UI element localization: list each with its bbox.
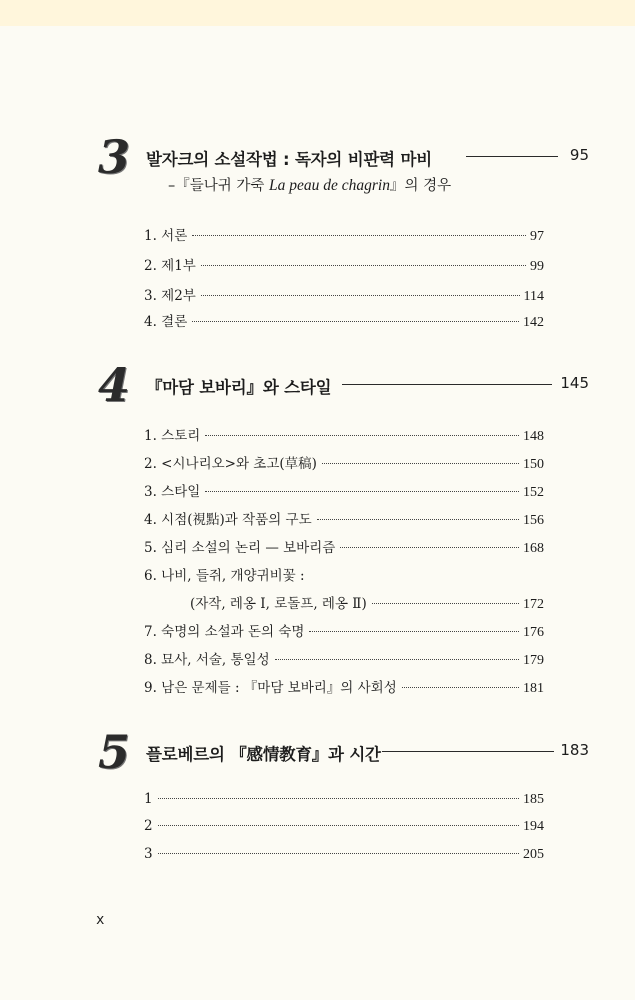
entry-label: 3 — [144, 846, 153, 862]
dot-leader — [372, 603, 519, 604]
entry-label: 8. 묘사, 서술, 통일성 — [144, 652, 270, 668]
subtitle-suffix: 』의 경우 — [390, 178, 452, 194]
dot-leader — [309, 631, 519, 632]
entry-page: 205 — [523, 847, 544, 862]
toc-entry[interactable] — [144, 676, 544, 696]
entry-label: 4. 시점(視點)과 작품의 구도 — [144, 512, 312, 528]
entry-page: 179 — [523, 653, 544, 668]
entry-page: 148 — [523, 429, 544, 444]
entry-label: (자작, 레옹 Ⅰ, 로돌프, 레옹 Ⅱ) — [190, 596, 367, 612]
toc-entry[interactable] — [144, 508, 544, 528]
chapter-number: 4 — [98, 358, 131, 412]
dot-leader — [201, 295, 520, 296]
toc-entry[interactable] — [144, 224, 544, 244]
entry-page: 176 — [523, 625, 544, 640]
page-folio: x — [96, 912, 105, 928]
entry-page: 172 — [523, 597, 544, 612]
entry-page: 142 — [523, 315, 544, 330]
dot-leader — [205, 435, 519, 436]
dot-leader — [158, 798, 519, 799]
toc-entry[interactable] — [190, 592, 544, 612]
entry-page: 114 — [523, 289, 544, 304]
chapter-page[interactable]: 95 — [569, 146, 589, 164]
chapter-page[interactable]: 183 — [560, 741, 589, 759]
chapter-title[interactable]: 발자크의 소설작법 : 독자의 비판력 마비 — [146, 150, 432, 169]
entry-page: 194 — [523, 819, 544, 834]
dot-leader — [322, 463, 519, 464]
dot-leader — [205, 491, 519, 492]
toc-entry[interactable] — [144, 254, 544, 274]
dot-leader — [158, 853, 519, 854]
leader-rule — [382, 751, 554, 752]
toc-entry[interactable] — [144, 284, 544, 304]
dot-leader — [402, 687, 519, 688]
entry-page: 156 — [523, 513, 544, 528]
entry-label: 5. 심리 소설의 논리 — 보바리즘 — [144, 540, 336, 556]
chapter-title[interactable]: 『마담 보바리』와 스타일 — [146, 378, 332, 397]
dot-leader — [275, 659, 519, 660]
toc-entry[interactable] — [144, 424, 544, 444]
entry-label: 1. 서론 — [144, 228, 188, 244]
dot-leader — [340, 547, 519, 548]
top-margin-band — [0, 0, 635, 26]
chapter-number: 3 — [98, 130, 131, 184]
chapter-title[interactable]: 플로베르의 『感情教育』과 시간 — [146, 745, 381, 764]
chapter-4 — [0, 358, 635, 412]
entry-label: 1. 스토리 — [144, 428, 201, 444]
toc-entry[interactable] — [144, 846, 544, 866]
toc-entry[interactable] — [144, 480, 544, 500]
entry-page: 99 — [530, 259, 544, 274]
toc-entry[interactable] — [144, 620, 544, 640]
entry-label: 2 — [144, 818, 153, 834]
entry-label: 6. 나비, 들쥐, 개양귀비꽃 : — [144, 568, 305, 584]
toc-entry[interactable] — [144, 791, 544, 811]
entry-label: 9. 남은 문제들 : 『마담 보바리』의 사회성 — [144, 680, 397, 696]
entry-page: 97 — [530, 229, 544, 244]
entry-page: 150 — [523, 457, 544, 472]
dot-leader — [317, 519, 519, 520]
toc-entry[interactable] — [144, 452, 544, 472]
entry-label: 4. 결론 — [144, 314, 188, 330]
dot-leader — [201, 265, 526, 266]
dot-leader — [158, 825, 519, 826]
toc-entry — [144, 564, 544, 584]
toc-entry[interactable] — [144, 536, 544, 556]
entry-page: 181 — [523, 681, 544, 696]
toc-entry[interactable] — [144, 648, 544, 668]
subtitle-prefix: –『들나귀 가죽 — [168, 178, 270, 194]
subtitle-italic-title: La peau de chagrin — [269, 177, 390, 194]
entry-label: 2. 제1부 — [144, 258, 196, 274]
chapter-heading — [0, 725, 635, 779]
chapter-heading — [0, 358, 635, 412]
chapter-subtitle — [168, 174, 451, 195]
entry-label: 7. 숙명의 소설과 돈의 숙명 — [144, 624, 305, 640]
entry-page: 152 — [523, 485, 544, 500]
dot-leader — [192, 235, 526, 236]
chapter-page[interactable]: 145 — [560, 374, 589, 392]
entry-label: 1 — [144, 791, 153, 807]
chapter-heading — [0, 130, 635, 194]
chapter-5 — [0, 725, 635, 779]
entry-page: 185 — [523, 792, 544, 807]
entry-page: 168 — [523, 541, 544, 556]
entry-label: 3. 제2부 — [144, 288, 196, 304]
chapter-number: 5 — [98, 725, 131, 779]
leader-rule — [466, 156, 558, 157]
toc-entry[interactable] — [144, 310, 544, 330]
chapter-3 — [0, 130, 635, 194]
entry-label: 3. 스타일 — [144, 484, 201, 500]
toc-entry[interactable] — [144, 818, 544, 838]
dot-leader — [192, 321, 519, 322]
leader-rule — [342, 384, 552, 385]
entry-label: 2. <시나리오>와 초고(草稿) — [144, 456, 317, 472]
